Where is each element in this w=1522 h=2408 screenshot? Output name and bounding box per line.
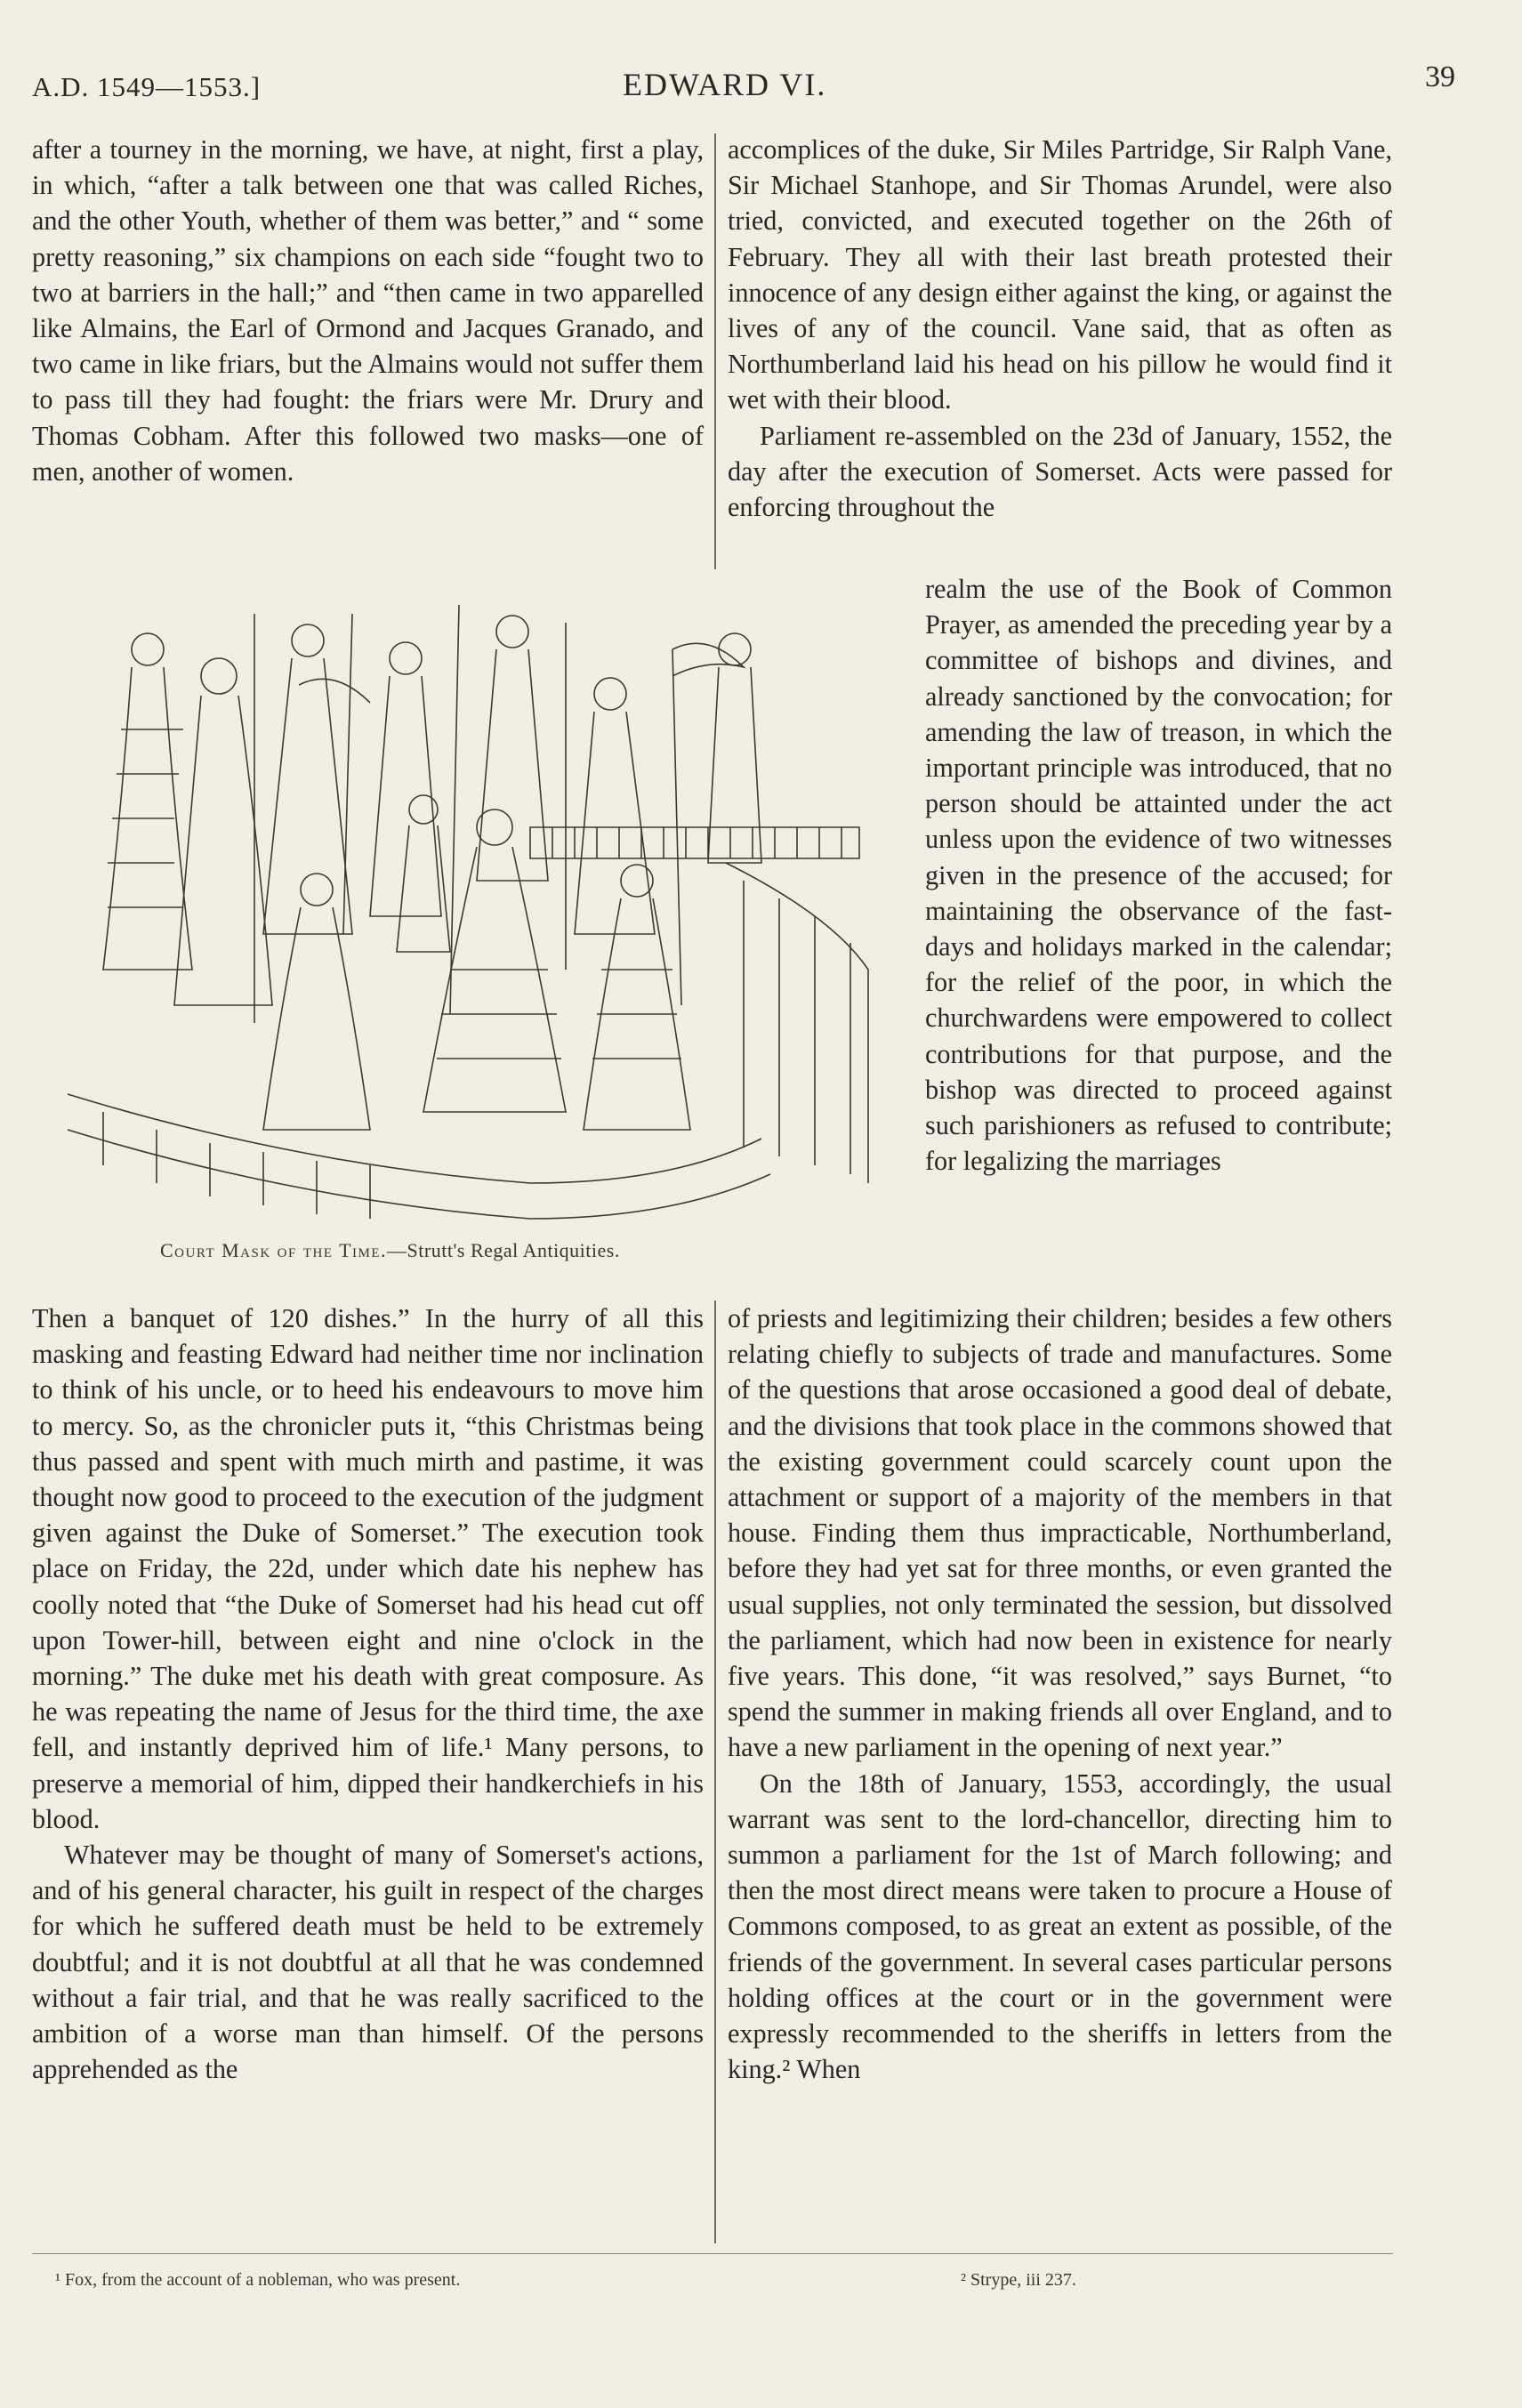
court-mask-illustration [32,596,913,1228]
page-number: 39 [1425,60,1455,93]
paragraph: Parliament re-assembled on the 23d of January, 1552, the day after the execution of Somerset. Acts were passed for enforcing throughout the [728,420,1392,523]
footnote-2: ² Strype, iii 237. [961,2270,1076,2290]
paragraph: On the 18th of January, 1553, accordingly, the usual warrant was sent to the lord-chancellor, directing him to summon a parliament for the 1st of March following; and then the most direct means were taken to procure a House of Commons composed, to as great an extent as possible, of the friends of the government. In several cases particular persons holding offices at the court or in the government were expressly recommended to the sheriffs in letters from the king.² When [728,1768,1392,2085]
caption-title: Court Mask of the Time. [160,1239,388,1261]
left-column-bottom [32,1301,704,2087]
footnote-rule [32,2253,1393,2254]
right-column-bottom [728,1301,1392,2087]
paragraph: of priests and legitimizing their children; besides a few others relating chiefly to subjects of trade and manufactures. Some of the questions that arose occasioned a good deal of debate, and the divisions that took place in the commons showed that the existing government could scarcely count upon the attachment or support of a majority of the members in that house. Finding them thus impracticable, Northumberland, before they had yet sat for three months, or even granted the usual supplies, not only terminated the session, but dissolved the parliament, which had now been in existence for nearly five years. This done, “it was resolved,” says Burnet, “to spend the summer in making friends all over England, and to have a new parliament in the opening of next year.” [728,1303,1392,1763]
left-column-top [32,132,704,489]
column-divider [714,133,716,569]
paragraph: accomplices of the duke, Sir Miles Partridge, Sir Ralph Vane, Sir Michael Stanhope, and Sir Thomas Arundel, were also tried, convicted, and executed together on the 26th of February. They all with their last breath protested their innocence of any design either against the king, or against the lives of any of the council. Vane said, that as often as Northumberland laid his head on his pillow he would find it wet with their blood. [728,134,1392,415]
chapter-title-header: EDWARD VI. [623,67,827,102]
right-column-wrap-text [925,571,1392,1179]
paragraph: Whatever may be thought of many of Somerset's actions, and of his general character, his guilt in respect of the charges for which he suffered death must be held to be extremely doubtful; and it is not doubtful at all that he was condemned without a fair trial, and that he was really sacrificed to the ambition of a worse man than himself. Of the persons apprehended as the [32,1840,704,2085]
footnote-1: ¹ Fox, from the account of a nobleman, who was present. [55,2270,461,2290]
paragraph: realm the use of the Book of Common Prayer, as amended the preceding year by a committee of bishops and divines, and already sanctioned by the convocation; for amending the law of treason, in which the important principle was introduced, that no person should be attainted under the act unless upon the evidence of two witnesses given in the presence of the accused; for maintaining the observance of the fast-days and holidays marked in the calendar; for the relief of the poor, in which the churchwardens were empowered to collect contributions for that purpose, and the bishop was directed to proceed against such parishioners as refused to contribute; for legalizing the marriages [925,574,1392,1177]
column-divider [714,1301,716,2243]
running-header [32,55,1455,109]
date-range-header: A.D. 1549—1553.] [32,71,262,102]
right-column-top [728,132,1392,525]
paragraph: after a tourney in the morning, we have, at night, first a play, in which, “after a talk between one that was called Riches, and the other Youth, whether of them was better,” and “ some pretty reasoning,” six champions on each side “fought two to two at barriers in the hall;” and “then came in two apparelled like Almains, the Earl of Ormond and Jacques Granado, and two came in like friars, but the Almains would not suffer them to pass till they had fought: the friars were Mr. Drury and Thomas Cobham. After this followed two masks—one of men, another of women. [32,134,704,487]
figure-caption [160,1239,620,1262]
paragraph: Then a banquet of 120 dishes.” In the hurry of all this masking and feasting Edward had neither time nor inclination to think of his uncle, or to heed his endeavours to move him to mercy. So, as the chronicler puts it, “this Christmas being thus passed and spent with much mirth and pastime, it was thought now good to proceed to the execution of the judgment given against the Duke of Somerset.” The execution took place on Friday, the 22d, under which date his nephew has coolly noted that “the Duke of Somerset had his head cut off upon Tower-hill, between eight and nine o'clock in the morning.” The duke met his death with great composure. As he was repeating the name of Jesus for the third time, the axe fell, and instantly deprived him of life.¹ Many persons, to preserve a memorial of him, dipped their handkerchiefs in his blood. [32,1303,704,1834]
engraving-image [32,596,913,1228]
caption-source: —Strutt's Regal Antiquities. [387,1239,620,1261]
